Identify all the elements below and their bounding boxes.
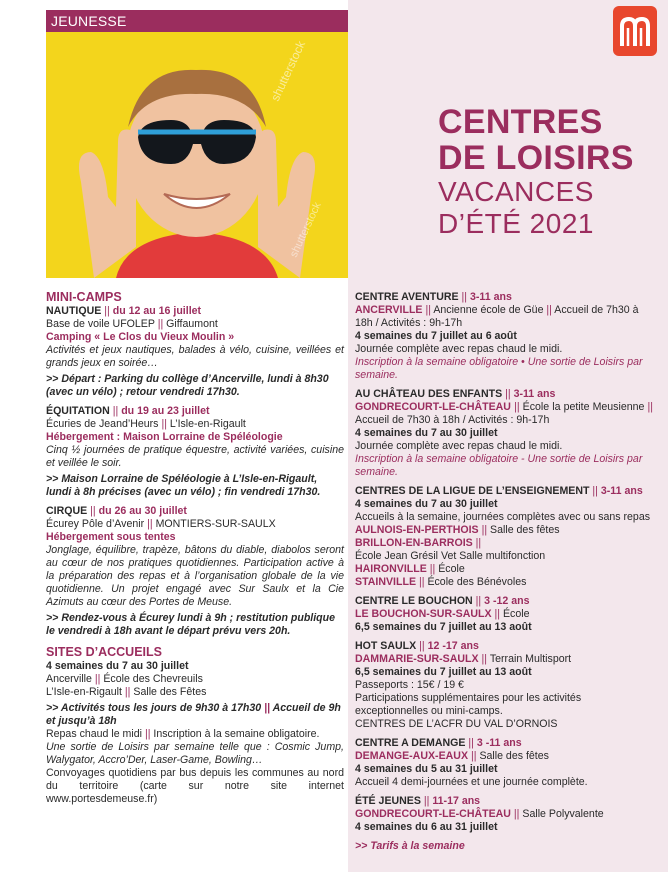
camp-lodging: Hébergement sous tentes [46,531,176,543]
site-town: L’Isle-en-Rigault [46,686,122,698]
site-town: HAIRONVILLE [355,563,427,575]
centre-name: ÉTÉ JEUNES [355,795,421,807]
centre-age: 12 -17 ans [427,640,479,652]
camp-departure: >> Départ : Parking du collège d’Ancerville, lundi à 8h30 (avec un vélo) ; retour vendredi 17h30. [46,373,329,398]
centre-place: Ancienne école de Güe [433,304,544,316]
sites-meal: Repas chaud le midi [46,728,142,740]
centre-meal: Journée complète avec repas chaud le midi. [355,343,563,355]
centre-hotsaulx: HOT SAULX || 12 -17 ans DAMMARIE-SUR-SAULX || Terrain Multisport 6,5 semaines du 7 juillet au 13 août Passeports : 15€ / 19 € Participations supplémentaires pour les activités exceptionnelles ou mini-camps. CENTRES DE L’ACFR DU VAL D’ORNOIS [355,640,653,731]
site-place: École [438,563,465,575]
centre-duration: 4 semaines du 7 au 30 juillet [355,498,498,510]
centre-note: Inscription à la semaine obligatoire - Une sortie de Loisirs par semaine. [355,453,643,478]
sites-transport: Convoyages quotidiens par bus depuis les communes au nord du territoire (carte sur notre site internet www.portesdemeuse.fr) [46,767,344,805]
title-line-1: CENTRES [438,103,603,141]
camp-activities: Cinq ½ journées de pratique équestre, activité variées, cuisine et veillée le soir. [46,444,344,469]
centre-demange: CENTRE A DEMANGE || 3 -11 ans DEMANGE-AUX-EAUX || Salle des fêtes 4 semaines du 5 au 31 juillet Accueil 4 demi-journées et une journée complète. [355,737,653,789]
centre-duration: 4 semaines du 5 au 31 juillet [355,763,498,775]
centre-town: LE BOUCHON-SUR-SAULX [355,608,492,620]
site-town: STAINVILLE [355,576,417,588]
photo-watermark-2: shutterstock [287,200,324,260]
centre-name: AU CHÂTEAU DES ENFANTS [355,388,503,400]
centre-duration: 6,5 semaines du 7 juillet au 13 août [355,666,532,678]
centre-place: Salle des fêtes [479,750,549,762]
site-place: École des Chevreuils [103,673,203,685]
camp-nautique: NAUTIQUE || du 12 au 16 juillet Base de voile UFOLEP || Giffaumont Camping « Le Clos du Vieux Moulin » Activités et jeux nautiques, balades à vélo, cuisine, veillées et grands jeux en soirée… >> Départ : Parking du collège d’Ancerville, lundi à 8h30 (avec un vélo) ; retour vendredi 17h30. [46,305,344,398]
right-column [355,291,653,853]
centre-duration: 6,5 semaines du 7 juillet au 13 août [355,621,532,633]
centre-org: CENTRES DE L’ACFR DU VAL D’ORNOIS [355,718,558,730]
section-banner [46,10,348,32]
camp-activities: Jonglage, équilibre, trapèze, bâtons du diable, diabolos seront au cœur de nos pratiques quotidiennes. Participation active à la préparation des repas et à l’organisation globale de la vie quotidienne. Un projet engagé avec Sur Saulx et la Cie Azimuts au cœur des Portes de Meuse. [46,544,344,608]
centre-age: 3-11 ans [470,291,512,303]
site-town: Ancerville [46,673,92,685]
camp-departure: >> Rendez-vous à Écurey lundi à 9h ; restitution publique le vendredi à 18h avant le départ prévu vers 20h. [46,612,336,637]
centre-place: École la petite Meusienne [522,401,645,413]
centre-extra: Participations supplémentaires pour les activités exceptionnelles ou mini-camps. [355,692,582,717]
camp-lodging: Camping « Le Clos du Vieux Moulin » [46,331,235,343]
centre-desc: Accueils à la semaine, journées complètes avec ou sans repas [355,511,651,523]
camp-name: CIRQUE [46,505,88,517]
centre-town: GONDRECOURT-LE-CHÂTEAU [355,808,511,820]
tarifs-note: >> Tarifs à la semaine [355,840,465,852]
centre-aventure: CENTRE AVENTURE || 3-11 ans ANCERVILLE || Ancienne école de Güe || Accueil de 7h30 à 18h / Activités : 9h-17h 4 semaines du 7 juillet au 6 août Journée complète avec repas chaud le midi. Inscription à la semaine obligatoire • Une sortie de Loisirs par semaine. [355,291,653,382]
camp-name: ÉQUITATION [46,405,110,417]
centre-duration: 4 semaines du 7 juillet au 6 août [355,330,517,342]
centre-place: École [502,608,530,620]
sites-heading: SITES D’ACCUEILS [46,645,162,659]
centre-ligue: CENTRES DE LA LIGUE DE L’ENSEIGNEMENT || 3-11 ans 4 semaines du 7 au 30 juillet Accueils à la semaine, journées complètes avec ou sans repas AULNOIS-EN-PERTHOIS || Salle des fêtes BRILLON-EN-BARROIS || École Jean Grésil Vet Salle multifonction HAIRONVILLE || École STAINVILLE || École des Bénévoles [355,485,653,589]
camp-place: Écuries de Jeand’Heurs [46,418,159,430]
camp-place: Base de voile UFOLEP [46,318,155,330]
camp-activities: Activités et jeux nautiques, balades à vélo, cuisine, veillées et grands jeux en soirée… [46,344,344,369]
centre-hours: Accueil de 7h30 à 18h / Activités : 9h-17h [355,414,550,426]
camp-town: L’Isle-en-Rigault [169,418,246,430]
centre-price: Passeports : 15€ / 19 € [355,679,464,691]
centre-place: Terrain Multisport [489,653,572,665]
centre-bouchon: CENTRE LE BOUCHON || 3 -12 ans LE BOUCHON-SUR-SAULX || École 6,5 semaines du 7 juillet au 13 août [355,595,653,634]
centre-town: GONDRECOURT-LE-CHÂTEAU [355,401,511,413]
centre-name: HOT SAULX [355,640,417,652]
camp-dates: du 26 au 30 juillet [98,505,187,517]
camp-cirque: CIRQUE || du 26 au 30 juillet Écurey Pôle d’Avenir || MONTIERS-SUR-SAULX Hébergement sous tentes Jonglage, équilibre, trapèze, bâtons du diable, diabolos seront au cœur de nos pratiques quotidiennes. Participation active à la préparation des repas et à l’organisation globale de la vie quotidienne. Un projet engagé avec Sur Saulx et la Cie Azimuts au cœur des Portes de Meuse. >> Rendez-vous à Écurey lundi à 9h ; restitution publique le vendredi à 18h avant le départ prévu vers 20h. [46,505,344,637]
centre-age: 3 -12 ans [484,595,530,607]
left-column [46,291,344,806]
site-place: École des Bénévoles [427,576,527,588]
site-place: Salle des fêtes [490,524,560,536]
centre-chateau: AU CHÂTEAU DES ENFANTS || 3-11 ans GONDRECOURT-LE-CHÂTEAU || École la petite Meusienne || Accueil de 7h30 à 18h / Activités : 9h-17h 4 semaines du 7 au 30 juillet Journée complète avec repas chaud le midi. Inscription à la semaine obligatoire - Une sortie de Loisirs par semaine. [355,388,654,478]
sites-block: 4 semaines du 7 au 30 juillet Ancerville || École des Chevreuils L’Isle-en-Rigault || Salle des Fêtes >> Activités tous les jours de 9h30 à 17h30 || Accueil de 9h et jusqu’à 18h Repas chaud le midi || Inscription à la semaine obligatoire. Une sortie de Loisirs par semaine telle que : Cosmic Jump, Walygator, Accro’Der, Laser-Game, Bowling… Convoyages quotidiens par bus depuis les communes au nord du territoire (carte sur notre site internet www.portesdemeuse.fr) [46,660,344,805]
centre-meal: Journée complète avec repas chaud le midi. [355,440,563,452]
centre-duration: 4 semaines du 6 au 31 juillet [355,821,498,833]
camp-lodging: Hébergement : Maison Lorraine de Spéléologie [46,431,283,443]
site-place: Salle des Fêtes [133,686,207,698]
centre-place: Salle Polyvalente [522,808,604,820]
centre-name: CENTRE A DEMANGE [355,737,466,749]
camp-place: Écurey Pôle d’Avenir [46,518,145,530]
centre-age: 3-11 ans [600,485,643,497]
centre-age: 11-17 ans [432,795,481,807]
centre-note: Inscription à la semaine obligatoire • Une sortie de Loisirs par semaine. [355,356,643,381]
sites-hours: >> Activités tous les jours de 9h30 à 17h30 [46,702,262,714]
centre-duration: 4 semaines du 7 au 30 juillet [355,427,498,439]
camp-town: Giffaumont [166,318,218,330]
title-line-2: DE LOISIRS [438,139,634,177]
mini-camps-heading: MINI-CAMPS [46,290,122,304]
camp-dates: du 19 au 23 juillet [121,405,210,417]
photo-watermark: shutterstock [268,38,309,104]
camp-equitation: ÉQUITATION || du 19 au 23 juillet Écuries de Jeand’Heurs || L’Isle-en-Rigault Hébergement : Maison Lorraine de Spéléologie Cinq ½ journées de pratique équestre, activité variées, cuisine et veillée le soir. >> Maison Lorraine de Spéléologie à L’Isle-en-Rigault, lundi à 8h précises (avec un vélo) ; fin vendredi 17h30. [46,405,344,498]
camp-name: NAUTIQUE [46,305,102,317]
centre-town: DEMANGE-AUX-EAUX [355,750,469,762]
camp-dates: du 12 au 16 juillet [112,305,202,317]
brand-logo-icon [613,6,657,56]
title-line-4: D’ÉTÉ 2021 [438,208,594,239]
centre-ete-jeunes: ÉTÉ JEUNES || 11-17 ans GONDRECOURT-LE-CHÂTEAU || Salle Polyvalente 4 semaines du 6 au 31 juillet [355,795,653,834]
centre-name: CENTRE LE BOUCHON [355,595,473,607]
centre-age: 3 -11 ans [476,737,522,749]
sites-reception: Accueil de 9h et jusqu’à 18h [46,702,341,727]
camp-town: MONTIERS-SUR-SAULX [155,518,276,530]
site-town: BRILLON-EN-BARROIS [355,537,473,549]
sites-duration: 4 semaines du 7 au 30 juillet [46,660,189,672]
site-town: AULNOIS-EN-PERTHOIS [355,524,479,536]
sites-registration: Inscription à la semaine obligatoire. [153,728,320,740]
centre-name: CENTRES DE LA LIGUE DE L’ENSEIGNEMENT [355,485,590,497]
centre-name: CENTRE AVENTURE [355,291,459,303]
page-title [438,104,653,240]
hero-photo [46,32,348,278]
centre-desc: Accueil 4 demi-journées et une journée complète. [355,776,588,788]
centre-hours: Accueil de 7h30 à 18h / Activités : 9h-17h [355,304,639,329]
centre-town: ANCERVILLE [355,304,423,316]
title-line-3: VACANCES [438,176,594,207]
section-label: JEUNESSE [51,13,127,29]
site-place: École Jean Grésil Vet Salle multifonction [355,550,546,562]
centre-town: DAMMARIE-SUR-SAULX [355,653,479,665]
camp-departure: >> Maison Lorraine de Spéléologie à L’Isle-en-Rigault, lundi à 8h précises (avec un vélo) ; fin vendredi 17h30. [46,473,321,498]
sites-outings: Une sortie de Loisirs par semaine telle que : Cosmic Jump, Walygator, Accro’Der, Laser-Game, Bowling… [46,741,344,766]
centre-age: 3-11 ans [513,388,556,400]
